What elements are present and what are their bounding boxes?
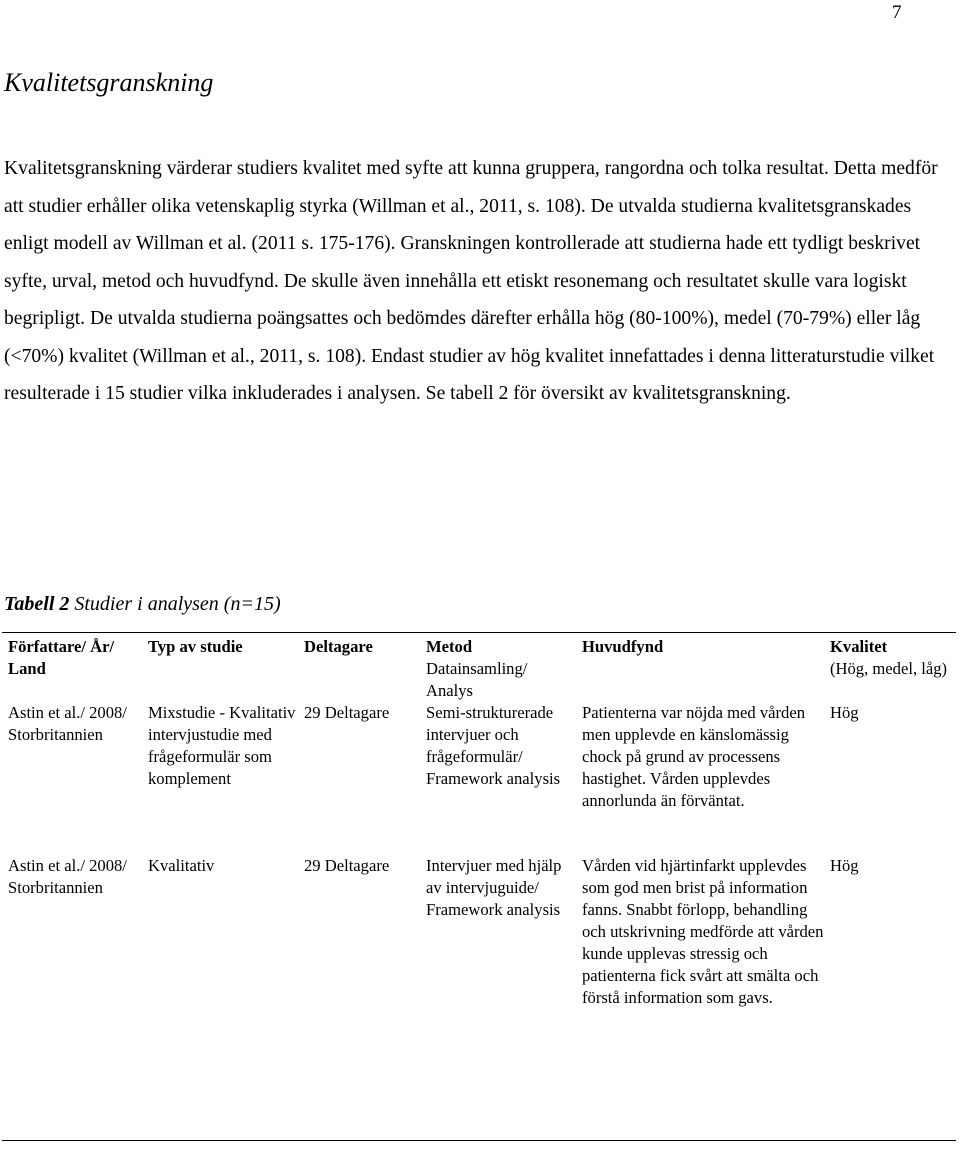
header-quality: Kvalitet (Hög, medel, låg) — [830, 637, 948, 678]
table-row — [2, 847, 956, 1009]
cell-study-type: Mixstudie - Kvalitativ intervjustudie med frågeformulär som komplement — [148, 703, 296, 788]
header-author: Författare/ År/ Land — [8, 637, 115, 678]
body-paragraph: Kvalitetsgranskning värderar studiers kvalitet med syfte att kunna gruppera, rangordna och tolka resultat. Detta medför att studier erhåller olika vetenskaplig styrka (Willman et al., 2011, s. 108). De utvalda studierna kvalitetsgranskades enligt modell av Willman et al. (2011 s. 175-176). Granskningen kontrollerade att studierna hade ett tydligt beskrivet syfte, urval, metod och huvudfynd. De skulle även innehålla ett etiskt resonemang och resultatet skulle vara logiskt begripligt. De utvalda studierna poängsattes och bedömdes därefter erhålla hög (80-100%), medel (70-79%) eller låg (<70%) kvalitet (Willman et al., 2011, s. 108). Endast studier av hög kvalitet innefattades i denna litteraturstudie vilket resulterade i 15 studier vilka inkluderades i analysen. Se tabell 2 för översikt av kvalitetsgranskning. — [4, 158, 938, 404]
cell-quality: Hög — [830, 856, 859, 875]
cell-author: Astin et al./ 2008/ Storbritannien — [8, 703, 127, 744]
cell-method: Intervjuer med hjälp av intervjuguide/ Framework analysis — [426, 856, 562, 919]
cell-method: Semi-strukturerade intervjuer och frågeformulär/ Framework analysis — [426, 703, 561, 788]
cell-author: Astin et al./ 2008/ Storbritannien — [8, 856, 127, 897]
table-bottom-rule — [2, 1140, 956, 1141]
header-study-type: Typ av studie — [148, 637, 243, 656]
table-row — [2, 702, 956, 847]
page-number: 7 — [892, 2, 902, 23]
cell-quality: Hög — [830, 703, 859, 722]
cell-study-type: Kvalitativ — [148, 856, 215, 875]
header-findings: Huvudfynd — [582, 637, 664, 656]
cell-participants: 29 Deltagare — [304, 703, 390, 722]
table-header-row — [2, 633, 956, 702]
table-caption-label: Tabell 2 — [4, 593, 70, 615]
table-caption — [4, 593, 281, 616]
section-heading: Kvalitetsgranskning — [4, 68, 214, 97]
cell-participants: 29 Deltagare — [304, 856, 390, 875]
studies-table — [2, 633, 956, 1009]
studies-table-container — [2, 632, 956, 1009]
header-participants: Deltagare — [304, 637, 373, 656]
cell-findings: Vården vid hjärtinfarkt upplevdes som god men brist på information fanns. Snabbt förlopp, behandling och utskrivning medförde att vården kunde upplevas stressig och patienterna fick svårt att smälta och förstå information som gavs. — [582, 856, 824, 1007]
table-caption-text: Studier i analysen (n=15) — [74, 593, 281, 615]
cell-findings: Patienterna var nöjda med vården men upplevde en känslomässig chock på grund av processens hastighet. Vården upplevdes annorlunda än förväntat. — [582, 703, 806, 810]
header-method: Metod Datainsamling/ Analys — [426, 637, 528, 700]
